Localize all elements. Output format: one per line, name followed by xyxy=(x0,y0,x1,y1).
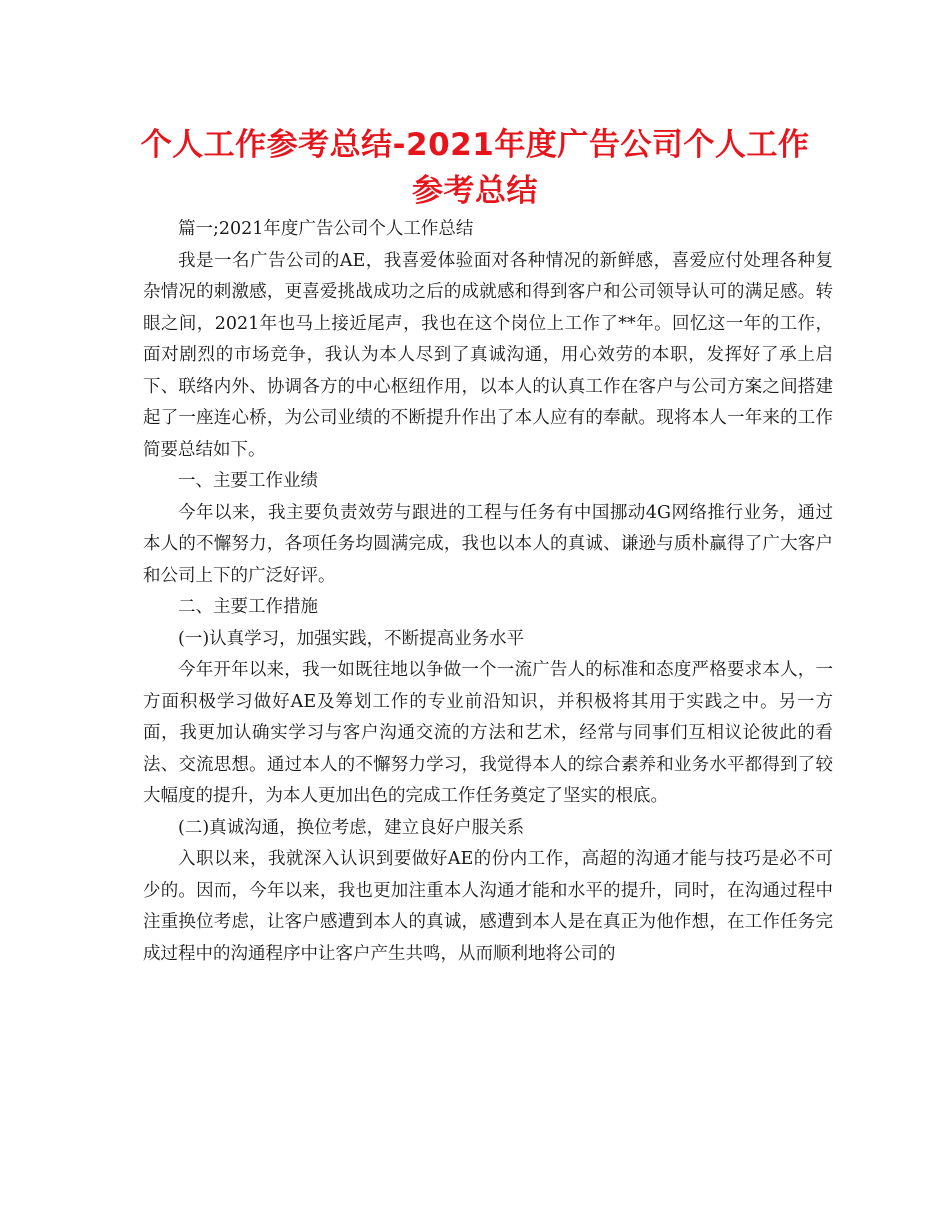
subheading-study-practice: (一)认真学习，加强实践，不断提高业务水平 xyxy=(178,628,525,649)
section-heading-main-measures: 二、主要工作措施 xyxy=(178,597,318,617)
paragraph-communication: 入职以来，我就深入认识到要做好AE的份内工作，高超的沟通才能与技巧是必不可少的。因而，今年以来，我也更加注重本人沟通才能和水平的提升，同时，在沟通过程中注重换位考虑，让客户感遭到本人的真诚，感遭到本人是在真正为他作想，在工作任务完成过程中的沟通程序中让客户产生共鸣，从而顺利地将公司的 xyxy=(143,849,833,964)
document-title-line-2: 参考总结 xyxy=(412,173,538,209)
subheading-communication: (二)真诚沟通，换位考虑，建立良好户服关系 xyxy=(178,817,525,838)
paragraph-intro: 我是一名广告公司的AE，我喜爱体验面对各种情况的新鲜感，喜爱应付处理各种复杂情况的刺激感，更喜爱挑战成功之后的成就感和得到客户和公司领导认可的满足感。转眼之间，2021年也马上接近尾声，我也在这个岗位上工作了**年。回忆这一年的工作，面对剧烈的市场竞争，我认为本人尽到了真诚沟通，用心效劳的本职，发挥好了承上启下、联络内外、协调各方的中心枢纽作用，以本人的认真工作在客户与公司方案之间搭建起了一座连心桥，为公司业绩的不断提升作出了本人应有的奉献。现将本人一年来的工作简要总结如下。 xyxy=(143,250,833,460)
section-heading-main-achievements: 一、主要工作业绩 xyxy=(178,471,318,491)
document-title-line-1: 个人工作参考总结-2021年度广告公司个人工作 xyxy=(140,127,810,163)
paragraph-study-practice: 今年开年以来，我一如既往地以争做一个一流广告人的标准和态度严格要求本人，一方面积极学习做好AE及筹划工作的专业前沿知识，并积极将其用于实践之中。另一方面，我更加认确实学习与客户沟通交流的方法和艺术，经常与同事们互相议论彼此的看法、交流思想。通过本人的不懈努力学习，我觉得本人的综合素养和业务水平都得到了较大幅度的提升，为本人更加出色的完成工作任务奠定了坚实的根底。 xyxy=(143,660,833,806)
section-heading-article-one: 篇一;2021年度广告公司个人工作总结 xyxy=(178,219,474,239)
paragraph-achievements: 今年以来，我主要负责效劳与跟进的工程与任务有中国挪动4G网络推行业务，通过本人的不懈努力，各项任务均圆满完成，我也以本人的真诚、谦逊与质朴赢得了广大客户和公司上下的广泛好评。 xyxy=(143,502,833,586)
document-body xyxy=(143,214,833,970)
